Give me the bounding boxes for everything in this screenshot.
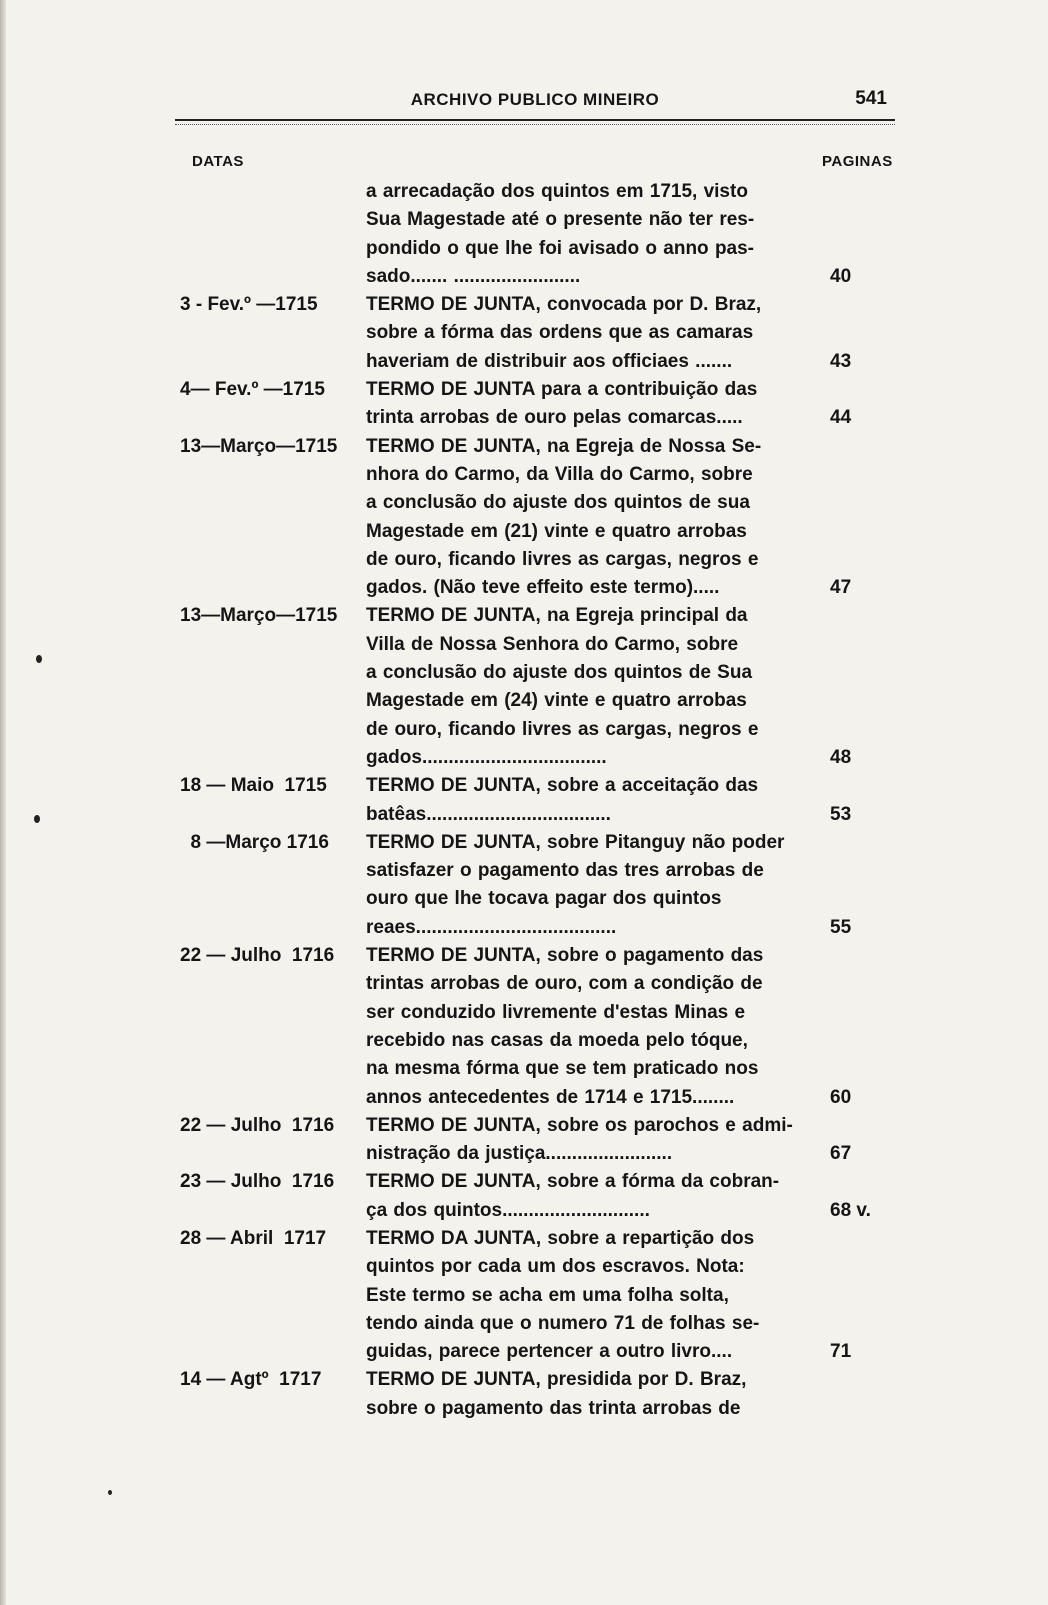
entry-line: batêas................................... <box>366 803 611 825</box>
entry-line: na mesma fórma que se tem praticado nos <box>366 1058 759 1080</box>
entry-line: TERMO DE JUNTA, sobre a acceitação das <box>366 775 759 797</box>
entry-line: a arrecadação dos quintos em 1715, visto <box>366 181 748 202</box>
entry-line: TERMO DE JUNTA, presidida por D. Braz, <box>366 1369 747 1391</box>
entry-page-cell <box>794 772 900 829</box>
entry-date: 13—Março—1715 <box>180 605 338 627</box>
entry-line: TERMO DE JUNTA, sobre os parochos e admi- <box>366 1114 793 1136</box>
entry-line: TERMO DE JUNTA, na Egreja principal da <box>366 605 748 627</box>
entry-page-cell <box>794 376 900 433</box>
entry-line: quintos por cada um dos escravos. Nota: <box>366 1256 745 1278</box>
entry-page-number: 60 <box>830 1086 852 1108</box>
entry-description <box>366 942 794 1112</box>
entry-description <box>366 772 794 829</box>
entry-line: de ouro, ficando livres as cargas, negros e <box>366 548 759 570</box>
entry-description <box>366 1225 794 1366</box>
index-entry <box>180 1168 900 1225</box>
entry-line: sobre o pagamento das trinta arrobas de <box>366 1397 741 1419</box>
entry-date: 14 — Agtº 1717 <box>180 1369 322 1391</box>
entry-line: nhora do Carmo, da Villa do Carmo, sobre <box>366 463 753 485</box>
entry-line: recebido nas casas da moeda pelo tóque, <box>366 1029 748 1051</box>
entry-date: 22 — Julho 1716 <box>180 945 335 967</box>
index-entry <box>180 1112 900 1169</box>
entry-page-number: 40 <box>830 265 852 287</box>
entry-line: nistração da justiça........................ <box>366 1143 673 1165</box>
entry-page-number: 47 <box>830 577 852 599</box>
entry-date: 3 - Fev.º —1715 <box>180 294 318 316</box>
running-header <box>175 86 895 116</box>
ink-speck <box>34 815 40 823</box>
entry-page-cell <box>794 1168 900 1225</box>
entry-date: 22 — Julho 1716 <box>180 1114 335 1136</box>
entry-line: annos antecedentes de 1714 e 1715........ <box>366 1086 735 1108</box>
running-title: ARCHIVO PUBLICO MINEIRO <box>410 90 660 109</box>
entry-line: Magestade em (24) vinte e quatro arrobas <box>366 690 747 712</box>
entry-description <box>366 1112 794 1169</box>
entry-line: reaes...................................... <box>366 916 617 938</box>
entry-line: a conclusão do ajuste dos quintos de Sua <box>366 662 753 684</box>
entry-description <box>366 829 794 942</box>
entry-page-cell <box>794 602 900 772</box>
entry-page-number: 44 <box>830 407 852 429</box>
entry-page-cell <box>794 942 900 1112</box>
index-entry <box>180 942 900 1112</box>
entry-line: TERMO DE JUNTA, sobre o pagamento das <box>366 945 764 967</box>
entry-line: trintas arrobas de ouro, com a condição de <box>366 973 763 995</box>
entry-description <box>366 178 794 291</box>
entry-line: gados................................... <box>366 746 607 768</box>
entry-line: ça dos quintos............................ <box>366 1199 650 1221</box>
entry-line: ouro que lhe tocava pagar dos quintos <box>366 888 722 910</box>
entry-description <box>366 602 794 772</box>
entry-page-cell <box>794 433 900 603</box>
entry-date: 8 —Março 1716 <box>180 831 329 853</box>
entry-description <box>366 376 794 433</box>
entry-page-cell <box>794 1112 900 1169</box>
entry-date: 4— Fev.º —1715 <box>180 379 325 401</box>
ink-speck <box>36 655 42 663</box>
index-entry <box>180 178 900 291</box>
entry-line: de ouro, ficando livres as cargas, negros e <box>366 718 759 740</box>
entry-line: sado....... ........................ <box>366 265 581 287</box>
entry-description <box>366 1168 794 1225</box>
index-entry <box>180 1225 900 1366</box>
entry-date <box>180 178 366 291</box>
entry-line: TERMO DE JUNTA, sobre Pitanguy não poder <box>366 831 785 853</box>
entry-description <box>366 1366 794 1423</box>
entry-line: guidas, parece pertencer a outro livro.... <box>366 1341 733 1363</box>
entry-date: 23 — Julho 1716 <box>180 1171 335 1193</box>
entry-line: trinta arrobas de ouro pelas comarcas..... <box>366 407 743 429</box>
entry-line: TERMO DA JUNTA, sobre a repartição dos <box>366 1227 755 1249</box>
index-entry <box>180 772 900 829</box>
entry-line: TERMO DE JUNTA, sobre a fórma da cobran- <box>366 1171 780 1193</box>
entry-page-number: 43 <box>830 350 852 372</box>
entry-line: Este termo se acha em uma folha solta, <box>366 1284 729 1306</box>
entry-line: tendo ainda que o numero 71 de folhas se- <box>366 1312 760 1334</box>
entry-line: pondido o que lhe foi avisado o anno pas- <box>366 237 755 259</box>
entry-page-number: 48 <box>830 746 852 768</box>
index-entry <box>180 376 900 433</box>
entry-page-cell <box>794 1225 900 1366</box>
index-entry <box>180 433 900 603</box>
ink-speck <box>108 1490 112 1495</box>
index-entry <box>180 602 900 772</box>
dates-column-heading: DATAS <box>192 153 244 170</box>
entry-page-number: 68 v. <box>830 1199 871 1221</box>
entry-line: TERMO DE JUNTA, na Egreja de Nossa Se- <box>366 435 762 457</box>
page-number: 541 <box>855 88 887 109</box>
entry-page-cell <box>794 178 900 291</box>
entry-page-cell <box>794 291 900 376</box>
entry-line: gados. (Não teve effeito este termo)..... <box>366 577 720 599</box>
entry-description <box>366 433 794 603</box>
entry-date: 28 — Abril 1717 <box>180 1227 327 1249</box>
entry-line: Villa de Nossa Senhora do Carmo, sobre <box>366 633 739 655</box>
entry-line: ser conduzido livremente d'estas Minas e <box>366 1001 746 1023</box>
entry-page-number: 67 <box>830 1143 852 1165</box>
index-entry <box>180 1366 900 1423</box>
entry-description <box>366 291 794 376</box>
entry-line: satisfazer o pagamento das tres arrobas de <box>366 860 764 882</box>
entry-page-number: 55 <box>830 916 852 938</box>
entry-line: Magestade em (21) vinte e quatro arrobas <box>366 520 747 542</box>
header-rule <box>175 119 895 125</box>
index-entry <box>180 291 900 376</box>
entry-line: sobre a fórma das ordens que as camaras <box>366 322 754 344</box>
pages-column-heading: PAGINAS <box>822 153 893 170</box>
entry-line: TERMO DE JUNTA, convocada por D. Braz, <box>366 294 762 316</box>
entry-page-number: 71 <box>830 1341 852 1363</box>
entry-line: haveriam de distribuir aos officiaes ....... <box>366 350 733 372</box>
index-entry <box>180 829 900 942</box>
page-edge <box>0 0 6 1605</box>
entry-page-cell <box>794 1366 900 1423</box>
entry-date: 18 — Maio 1715 <box>180 775 327 797</box>
entry-page-number: 53 <box>830 803 852 825</box>
entry-line: TERMO DE JUNTA para a contribuição das <box>366 379 758 401</box>
entry-page-cell <box>794 829 900 942</box>
entry-line: Sua Magestade até o presente não ter res- <box>366 209 755 231</box>
index-entries <box>180 178 900 1423</box>
entry-line: a conclusão do ajuste dos quintos de sua <box>366 492 750 514</box>
entry-date: 13—Março—1715 <box>180 435 338 457</box>
